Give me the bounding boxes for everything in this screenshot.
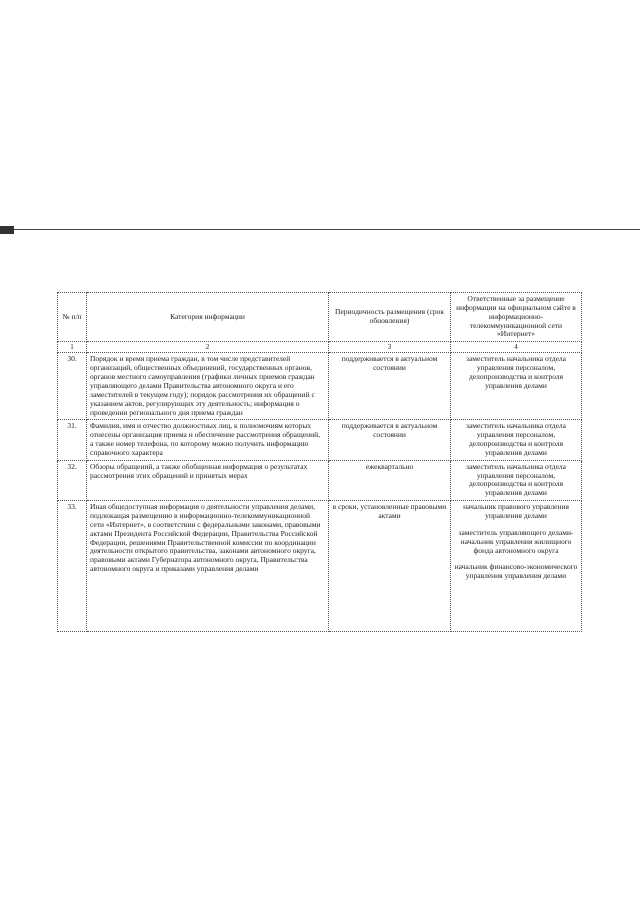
- row-num: 33.: [58, 501, 87, 632]
- table-row: [58, 460, 582, 500]
- column-number: 1: [58, 342, 87, 353]
- row-category: Порядок и время приема граждан, в том числе представителей организаций, общественных объединений, государственных органов, органов местного самоуправления (графики личных приемов граждан управляющего делами Правительства автономного округа и его заместителей в текущем году); порядок рассмотрения их обращений с указанием актов, регулирующих эту деятельность; информация о проведении регионального дня приема граждан: [87, 353, 329, 420]
- header-responsible: Ответственные за размещение информации на официальном сайте в информационно-телекоммуникационной сети «Интернет»: [451, 293, 582, 342]
- row-period: в сроки, установленные правовыми актами: [329, 501, 451, 632]
- row-responsible: [451, 353, 582, 420]
- header-period: Периодичность размещения (срок обновления): [329, 293, 451, 342]
- responsible-entry: начальник правового управления управления делами: [463, 502, 569, 520]
- responsible-entry: заместитель управляющего делами-начальник управления жилищного фонда автономного округа: [458, 527, 574, 555]
- header-category: Категория информации: [87, 293, 329, 342]
- responsible-entry: заместитель начальника отдела управления персоналом, делопроизводства и контроля управления делами: [466, 421, 566, 457]
- row-category: Фамилия, имя и отчество должностных лиц, к полномочиям которых отнесены организация приема и обеспечение рассмотрения обращений, а также номер телефона, по которому можно получить информацию справочного характера: [87, 420, 329, 460]
- information-table: [57, 292, 582, 632]
- table-row: [58, 353, 582, 420]
- row-responsible: [451, 460, 582, 500]
- column-number: 3: [329, 342, 451, 353]
- table-header-row: [58, 293, 582, 342]
- responsible-entry: заместитель начальника отдела управления персоналом, делопроизводства и контроля управления делами: [466, 461, 566, 498]
- row-num: 31.: [58, 420, 87, 460]
- row-responsible: [451, 420, 582, 460]
- responsible-entry: начальник финансово-экономического управления управления делами: [454, 562, 578, 581]
- row-responsible: [451, 501, 582, 632]
- row-num: 32.: [58, 460, 87, 500]
- row-num: 30.: [58, 353, 87, 420]
- column-number: 4: [451, 342, 582, 353]
- row-period: ежеквартально: [329, 460, 451, 500]
- row-period: поддерживается в актуальном состоянии: [329, 420, 451, 460]
- page-edge-line: [0, 229, 640, 230]
- row-category: Иная общедоступная информация о деятельности управления делами, подлежащая размещению в информационно-телекоммуникационной сети «Интернет», в соответствии с федеральными законами, правовыми актами Президента Российской Федерации, Правительства Российской Федерации, решениями Правительственной комиссии по координации деятельности открытого правительства, законами автономного округа, правовыми актами Губернатора автономного округа, Правительства автономного округа и приказами управления делами: [87, 501, 329, 632]
- column-number: 2: [87, 342, 329, 353]
- page-edge-mark: [0, 226, 14, 234]
- column-number-row: [58, 342, 582, 353]
- responsible-entry: заместитель начальника отдела управления персоналом, делопроизводства и контроля управления делами: [466, 354, 566, 390]
- row-period: поддерживается в актуальном состоянии: [329, 353, 451, 420]
- header-num: № п/п: [58, 293, 87, 342]
- table-row: [58, 420, 582, 460]
- row-category: Обзоры обращений, а также обобщенная информация о результатах рассмотрения этих обращений и принятых мерах: [87, 460, 329, 500]
- table-row: [58, 501, 582, 632]
